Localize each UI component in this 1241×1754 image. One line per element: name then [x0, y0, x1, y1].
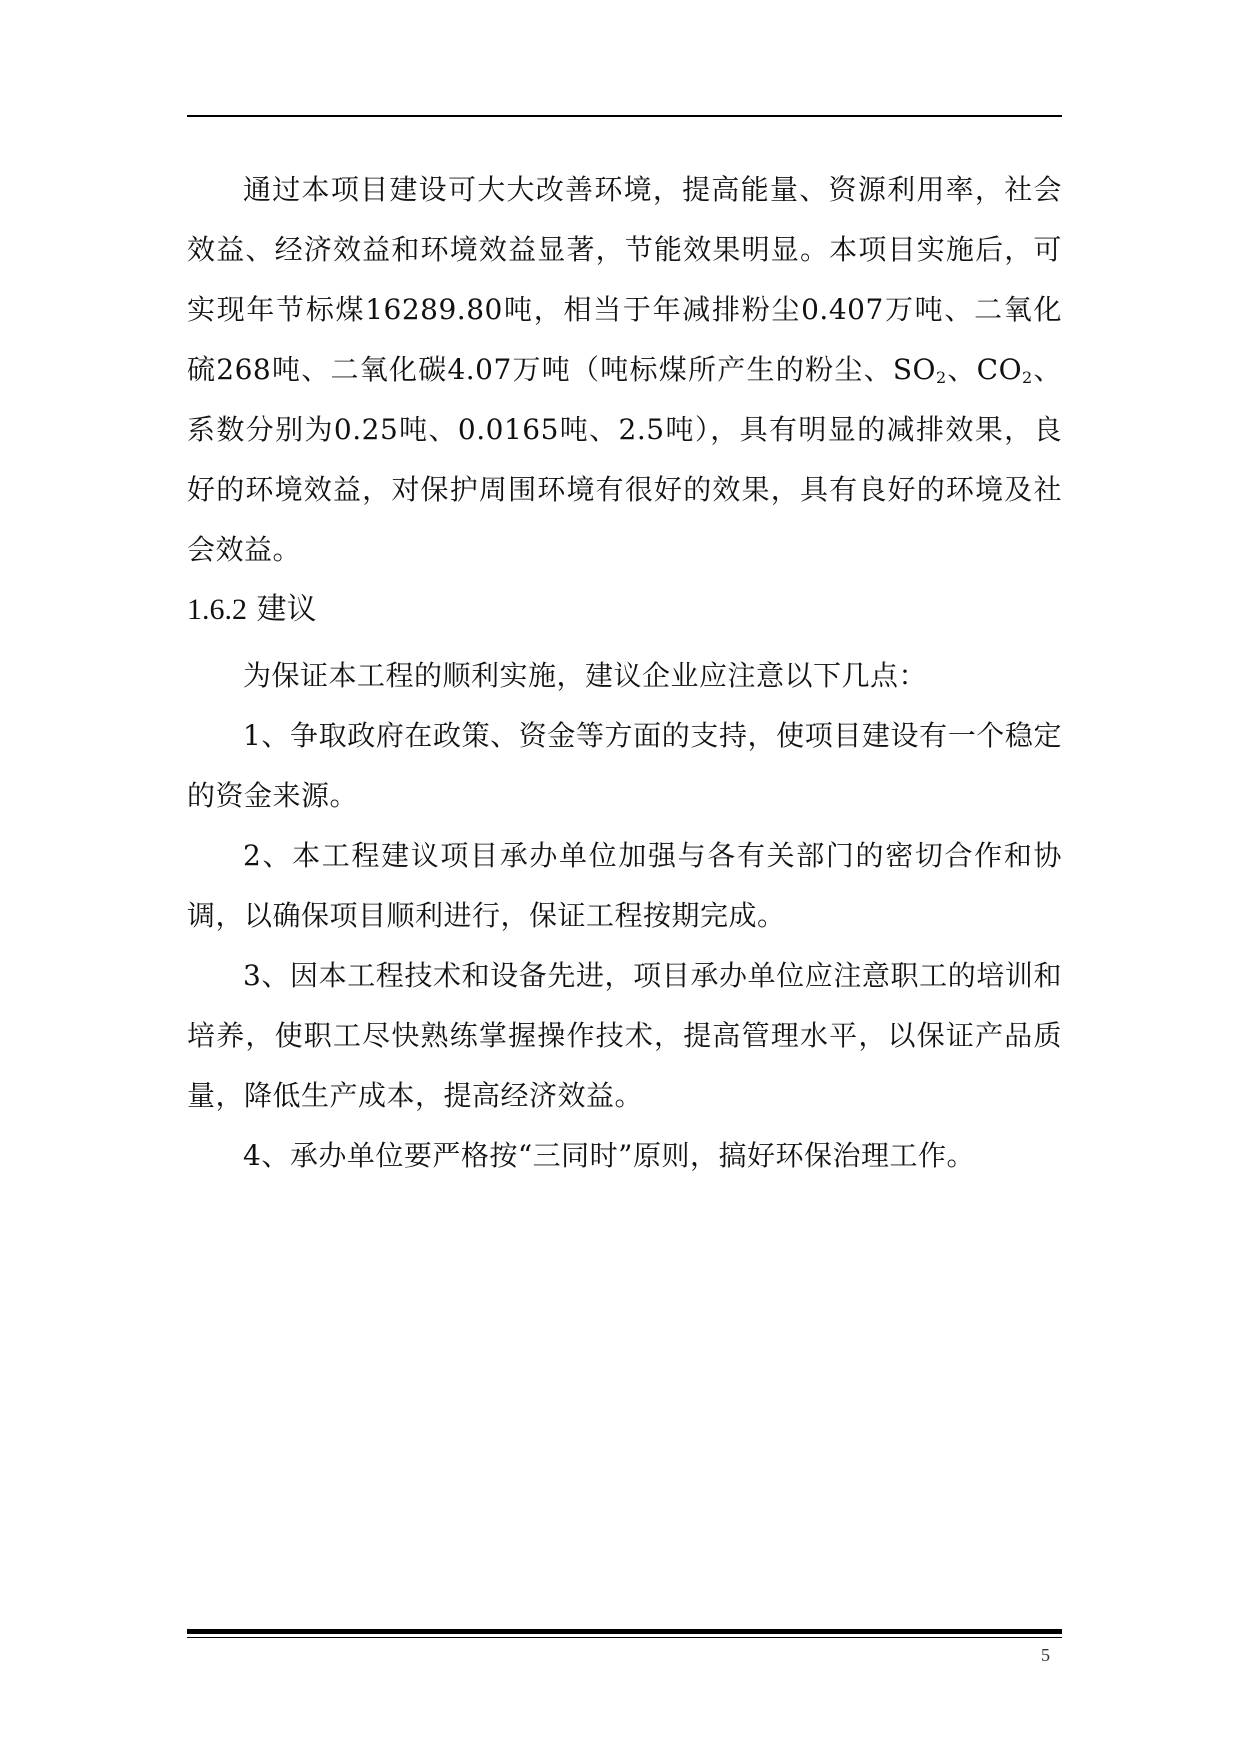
paragraph-benefits-part3: 、系数分别为0.25吨、0.0165吨、2.5吨），具有明显的减排效果，良好的环境效益，对保护周围环境有很好的效果，具有良好的环境及社会效益。 [187, 353, 1062, 566]
section-heading [187, 580, 1062, 646]
paragraph-benefits-part2: 、CO [946, 353, 1023, 386]
recommendation-item-1: 1、争取政府在政策、资金等方面的支持，使项目建设有一个稳定的资金来源。 [187, 719, 1062, 812]
paragraph-benefits-part1: 通过本项目建设可大大改善环境，提高能量、资源利用率，社会效益、经济效益和环境效益显著，节能效果明显。本项目实施后，可实现年节标煤16289.80吨，相当于年减排粉尘0.407万吨、二氧化硫268吨、二氧化碳4.07万吨（吨标煤所产生的粉尘、SO [187, 173, 1062, 386]
recommendation-item-3: 3、因本工程技术和设备先进，项目承办单位应注意职工的培训和培养，使职工尽快熟练掌握操作技术，提高管理水平，以保证产品质量，降低生产成本，提高经济效益。 [187, 959, 1062, 1112]
recommendation-intro: 为保证本工程的顺利实施，建议企业应注意以下几点： [243, 659, 928, 692]
subscript-co2: 2 [1022, 368, 1033, 387]
recommendation-item-2: 2、本工程建议项目承办单位加强与各有关部门的密切合作和协调，以确保项目顺利进行，保证工程按期完成。 [187, 839, 1062, 932]
section-number: 1.6.2 [187, 593, 247, 626]
footer-rule-thin [187, 1637, 1062, 1638]
header-rule [187, 115, 1062, 117]
subscript-so2: 2 [935, 368, 947, 387]
recommendation-item-4: 4、承办单位要严格按“三同时”原则，搞好环保治理工作。 [243, 1139, 975, 1172]
paragraph-benefits [187, 160, 1062, 580]
section-title: 建议 [256, 592, 317, 627]
document-body [187, 160, 1062, 1186]
page-number: 5 [1041, 1645, 1050, 1665]
footer-rule-thick [187, 1629, 1062, 1634]
